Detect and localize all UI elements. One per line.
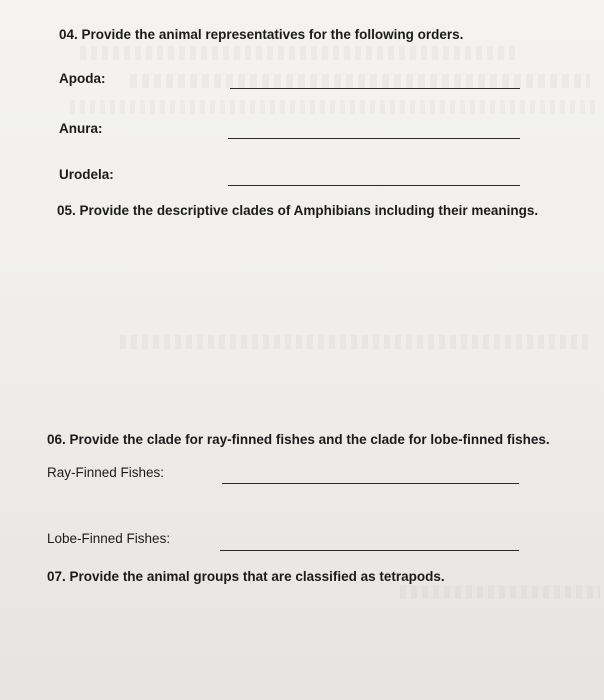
apoda-label: Apoda: bbox=[59, 71, 106, 86]
question-05 bbox=[57, 203, 538, 218]
question-04 bbox=[59, 27, 463, 42]
anura-answer-line[interactable] bbox=[228, 138, 520, 139]
question-07-text: Provide the animal groups that are classified as tetrapods. bbox=[69, 569, 445, 584]
question-07-number: 07. bbox=[47, 569, 66, 584]
question-04-number: 04. bbox=[59, 27, 78, 42]
lobe-finned-label: Lobe-Finned Fishes: bbox=[47, 531, 171, 546]
apoda-answer-line[interactable] bbox=[230, 88, 520, 89]
ray-finned-answer-line[interactable] bbox=[222, 483, 519, 484]
question-04-text: Provide the animal representatives for the following orders. bbox=[81, 27, 464, 42]
question-07 bbox=[47, 569, 445, 584]
bleed-through-texture bbox=[80, 46, 520, 60]
bleed-through-texture bbox=[400, 585, 600, 599]
anura-label: Anura: bbox=[59, 121, 103, 136]
question-06 bbox=[47, 432, 550, 447]
question-05-number: 05. bbox=[57, 203, 76, 218]
question-06-text: Provide the clade for ray-finned fishes and the clade for lobe-finned fishes. bbox=[69, 432, 550, 447]
bleed-through-texture bbox=[70, 100, 600, 114]
bleed-through-texture bbox=[120, 335, 590, 349]
bleed-through-texture bbox=[130, 74, 590, 88]
lobe-finned-answer-line[interactable] bbox=[220, 550, 519, 551]
urodela-answer-line[interactable] bbox=[228, 185, 520, 186]
ray-finned-label: Ray-Finned Fishes: bbox=[47, 465, 165, 480]
urodela-label: Urodela: bbox=[59, 167, 114, 182]
question-06-number: 06. bbox=[47, 432, 66, 447]
question-05-text: Provide the descriptive clades of Amphibians including their meanings. bbox=[79, 203, 539, 218]
